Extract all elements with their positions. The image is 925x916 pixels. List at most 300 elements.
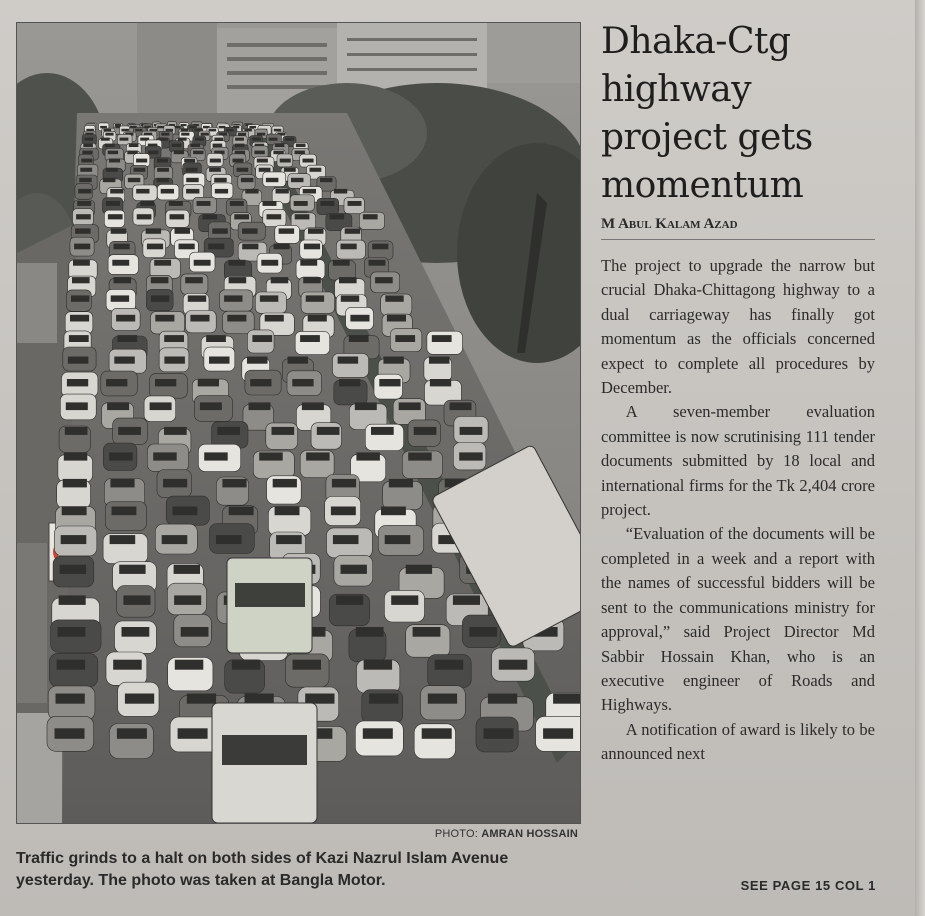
vehicle-window: [109, 452, 133, 460]
vehicle-window: [170, 214, 185, 219]
vehicle-window: [348, 201, 362, 206]
vehicle-window: [178, 728, 208, 739]
vehicle-window: [303, 189, 316, 194]
vehicle-window: [274, 244, 290, 250]
vehicle: [285, 654, 329, 687]
vehicle-window: [308, 228, 324, 233]
vehicle-window: [274, 129, 282, 132]
photo-caption: Traffic grinds to a halt on both sides of Kazi Nazrul Islam Avenue yesterday. The photo was taken at Bangla Motor.: [16, 850, 509, 889]
vehicle-window: [227, 315, 246, 322]
vehicle-window: [122, 627, 150, 637]
vehicle-window: [385, 535, 411, 544]
vehicle-window: [242, 228, 258, 233]
vehicle: [115, 621, 157, 654]
vehicle-window: [172, 507, 197, 516]
vehicle-window: [195, 138, 204, 141]
vehicle-window: [294, 201, 308, 206]
photo-credit: [380, 828, 578, 840]
vehicle-window: [273, 479, 297, 488]
vehicle-window: [369, 260, 386, 266]
vehicle-window: [179, 244, 195, 250]
vehicle-window: [84, 138, 93, 141]
traffic-photo: [16, 22, 581, 824]
vehicle-window: [406, 565, 432, 574]
vehicle-window: [339, 379, 360, 386]
vehicle-window: [295, 214, 310, 219]
vehicle-window: [459, 452, 483, 460]
vehicle-window: [194, 260, 211, 266]
vehicle-window: [204, 452, 228, 460]
vehicle-window: [271, 277, 289, 283]
paragraph: “Evaluation of the documents will be completed in a week and a report with the names of successful bidders will be sent to the communications ministry for approval,” said Project Director Md Sabbir Hossain Khan, who is an executive engineer of Roads and Highways.: [601, 524, 875, 715]
vehicle-window: [350, 315, 369, 322]
vehicle-window: [260, 295, 278, 301]
vehicle-window: [364, 660, 393, 670]
vehicle-window: [110, 189, 123, 194]
vehicle-window: [181, 133, 189, 136]
vehicle-window: [372, 244, 388, 250]
paragraph: The project to upgrade the narrow but crucial Dhaka-Chittagong highway to a dual carriageway has finally got momentum as the officials concerned expect to complete all procedures by December.: [601, 256, 875, 398]
vehicle-window: [174, 595, 201, 605]
vehicle-window: [155, 315, 174, 322]
vehicle-window: [333, 535, 359, 544]
vehicle-window: [164, 357, 185, 364]
vehicle-window: [169, 201, 183, 206]
vehicle-window: [181, 124, 187, 126]
vehicle-window: [75, 228, 91, 233]
vehicle-window: [70, 315, 89, 322]
vehicle-window: [279, 228, 295, 233]
vehicle-window: [259, 452, 283, 460]
vehicle-window: [104, 129, 112, 132]
vehicle-window: [153, 452, 177, 460]
vehicle-window: [334, 189, 347, 194]
vehicle-window: [66, 402, 88, 410]
vehicle-window: [213, 144, 223, 147]
vehicle-window: [229, 277, 247, 283]
vehicle: [384, 590, 424, 622]
vehicle-window: [280, 159, 291, 163]
vehicle-window: [241, 178, 254, 182]
vehicle-window: [147, 244, 163, 250]
vehicle-window: [116, 315, 135, 322]
vehicle-window: [154, 260, 171, 266]
vehicle-window: [162, 535, 188, 544]
vehicle-window: [275, 507, 300, 516]
vehicle-window: [69, 335, 89, 342]
vehicle-window: [435, 660, 464, 670]
vehicle-window: [484, 728, 514, 739]
vehicle: [223, 311, 255, 333]
vehicle-window: [233, 159, 244, 163]
vehicle-window: [163, 479, 187, 488]
vehicle-window: [214, 138, 223, 141]
vehicle-window: [224, 295, 242, 301]
traffic-photo-image: [17, 23, 580, 823]
vehicle-window: [261, 260, 278, 266]
vehicle-window: [119, 565, 145, 574]
headline: Dhaka-Ctg highway project gets momentum: [601, 21, 813, 206]
vehicle-window: [422, 728, 452, 739]
vehicle: [181, 274, 208, 295]
vehicle-window: [58, 627, 86, 637]
vehicle-window: [150, 402, 172, 410]
vehicle-window: [106, 201, 120, 206]
vehicle-window: [383, 357, 404, 364]
vehicle-window: [242, 244, 258, 250]
vehicle-window: [80, 168, 92, 172]
vehicle-window: [215, 189, 228, 194]
vehicle-window: [134, 168, 146, 172]
vehicle-window: [107, 402, 129, 410]
vehicle-window: [247, 357, 268, 364]
vehicle-window: [161, 133, 169, 136]
vehicle-window: [303, 159, 314, 163]
article-body: [601, 254, 875, 767]
vehicle-window: [157, 168, 169, 172]
vehicle-window: [413, 627, 441, 637]
vehicle-window: [341, 295, 359, 301]
vehicle-window: [252, 335, 272, 342]
vehicle: [49, 653, 97, 686]
vehicle-window: [59, 595, 86, 605]
vehicle-window: [257, 159, 268, 163]
vehicle-window: [320, 201, 334, 206]
vehicle-window: [151, 295, 169, 301]
vehicle-window: [266, 178, 279, 182]
vehicle-window: [229, 260, 246, 266]
vehicle-window: [336, 595, 363, 605]
vehicle-window: [306, 295, 324, 301]
vehicle-window: [83, 144, 93, 147]
vehicle-window: [56, 694, 85, 704]
vehicle-window: [190, 315, 209, 322]
vehicle: [311, 423, 341, 450]
article-column: [601, 18, 875, 767]
vehicle-window: [181, 129, 189, 132]
vehicle-window: [234, 214, 249, 219]
vehicle-window: [303, 277, 321, 283]
vehicle-window: [345, 228, 361, 233]
vehicle-window: [275, 144, 285, 147]
vehicle-window: [209, 129, 217, 132]
continued-on-page[interactable]: SEE PAGE 15 COL 1: [740, 878, 876, 893]
vehicle-window: [114, 277, 132, 283]
vehicle-window: [201, 133, 209, 136]
vehicle-window: [82, 151, 92, 155]
vehicle-window: [209, 168, 221, 172]
vehicle-window: [237, 168, 249, 172]
vehicle-window: [267, 214, 282, 219]
vehicle-window: [184, 159, 195, 163]
vehicle-window: [200, 402, 222, 410]
vehicle-window: [57, 660, 86, 670]
page-edge-shadow: [915, 0, 925, 916]
vehicle-window: [123, 595, 150, 605]
vehicle-window: [164, 427, 187, 435]
vehicle-window: [77, 201, 91, 206]
vehicle-window: [339, 277, 357, 283]
vehicle-window: [332, 479, 356, 488]
vehicle-window: [229, 507, 254, 516]
vehicle-window: [222, 479, 246, 488]
vehicle-window: [181, 627, 209, 637]
vehicle-window: [111, 295, 129, 301]
vehicle-window: [469, 627, 497, 637]
vehicle: [275, 225, 300, 243]
vehicle: [374, 374, 403, 399]
vehicle-window: [272, 427, 295, 435]
vehicle-window: [175, 228, 191, 233]
vehicle-window: [105, 133, 113, 136]
vehicle-window: [63, 479, 87, 488]
paragraph: A seven-member evaluation committee is now scrutinising 111 tender documents submitted by 18 local and international firms for the Tk 2,404 crore project.: [601, 402, 875, 520]
vehicle: [428, 655, 472, 688]
vehicle-window: [356, 452, 380, 460]
vehicle-window: [111, 228, 127, 233]
vehicle-window: [103, 178, 116, 182]
vehicle-window: [214, 178, 227, 182]
vehicle: [300, 240, 323, 259]
vehicle-window: [62, 507, 87, 516]
vehicle-window: [188, 295, 206, 301]
vehicle-window: [217, 427, 240, 435]
vehicle-window: [137, 214, 152, 219]
vehicle-window: [140, 201, 154, 206]
vehicle-window: [157, 159, 168, 163]
vehicle-window: [238, 133, 246, 136]
vehicle-window: [187, 694, 216, 704]
vehicle-window: [106, 379, 127, 386]
vehicle-window: [109, 159, 120, 163]
vehicle-window: [341, 565, 367, 574]
vehicle: [105, 502, 146, 531]
vehicle-window: [305, 694, 334, 704]
vehicle-window: [300, 260, 317, 266]
vehicle-window: [136, 189, 149, 194]
vehicle-window: [488, 694, 517, 704]
vehicle-window: [543, 728, 573, 739]
vehicle-window: [369, 694, 398, 704]
vehicle-window: [381, 507, 406, 516]
vehicle-window: [453, 595, 480, 605]
vehicle-window: [206, 335, 226, 342]
vehicle-window: [118, 427, 141, 435]
vehicle-window: [72, 277, 90, 283]
vehicle-window: [355, 402, 377, 410]
vehicle-window: [175, 660, 204, 670]
photo-credit-prefix: PHOTO:: [434, 828, 479, 840]
vehicle-window: [379, 379, 400, 386]
vehicle-window: [269, 138, 278, 141]
vehicle-window: [230, 201, 244, 206]
vehicle-window: [79, 178, 92, 182]
vehicle-window: [395, 335, 415, 342]
vehicle-window: [429, 357, 450, 364]
vehicle-window: [161, 189, 174, 194]
vehicle-window: [304, 244, 320, 250]
vehicle-window: [245, 694, 274, 704]
vehicle-window: [157, 126, 164, 128]
vehicle-window: [291, 178, 304, 182]
vehicle-window: [363, 214, 378, 219]
vehicle-window: [257, 133, 265, 136]
vehicle-window: [193, 151, 203, 155]
vehicle-window: [399, 402, 421, 410]
vehicle-window: [252, 138, 261, 141]
vehicle-window: [356, 627, 384, 637]
vehicle-window: [210, 159, 221, 163]
vehicle: [427, 331, 463, 354]
vehicle-window: [333, 260, 350, 266]
vehicle-window: [164, 335, 184, 342]
vehicle-window: [273, 151, 283, 155]
vehicle-window: [265, 315, 284, 322]
vehicle-window: [65, 427, 88, 435]
vehicle-window: [112, 507, 137, 516]
vehicle-window: [135, 129, 143, 132]
vehicle-window: [338, 357, 359, 364]
vehicle-window: [105, 144, 115, 147]
vehicle-window: [174, 565, 200, 574]
vehicle-window: [371, 427, 394, 435]
vehicle-window: [254, 151, 264, 155]
vehicle-window: [293, 660, 322, 670]
vehicle-window: [284, 168, 296, 172]
vehicle-window: [349, 335, 369, 342]
vehicle-window: [408, 452, 432, 460]
vehicle-window: [155, 379, 176, 386]
vehicle-window: [81, 159, 92, 163]
vehicle-window: [55, 728, 85, 739]
vehicle-window: [117, 335, 137, 342]
vehicle-window: [76, 214, 91, 219]
vehicle-window: [235, 138, 244, 141]
vehicle-window: [115, 124, 121, 126]
vehicle-window: [432, 335, 452, 342]
vehicle-window: [112, 260, 129, 266]
vehicle-window: [172, 144, 182, 147]
vehicle-window: [120, 138, 129, 141]
vehicle-window: [285, 138, 294, 141]
vehicle-window: [113, 660, 142, 670]
vehicle-window: [317, 427, 340, 435]
vehicle-window: [430, 379, 451, 386]
photo-credit-name: AMRAN HOSSAIN: [481, 828, 578, 840]
vehicle: [255, 292, 286, 313]
vehicle: [186, 311, 217, 333]
vehicle-window: [292, 379, 313, 386]
vehicle-window: [186, 178, 199, 182]
vehicle-window: [108, 151, 118, 155]
vehicle-window: [185, 277, 203, 283]
vehicle: [336, 240, 365, 259]
vehicle-window: [212, 228, 228, 233]
vehicle-window: [174, 151, 184, 155]
vehicle-window: [121, 129, 128, 132]
vehicle-window: [129, 144, 139, 147]
vehicle-window: [60, 565, 86, 574]
vehicle-window: [276, 189, 289, 194]
vehicle-window: [341, 244, 357, 250]
vehicle-window: [136, 159, 147, 163]
vehicle-window: [331, 507, 356, 516]
vehicle-window: [68, 357, 89, 364]
vehicle-window: [300, 335, 320, 342]
vehicle: [317, 198, 339, 214]
vehicle-window: [263, 201, 277, 206]
vehicle-window: [288, 357, 309, 364]
vehicle-window: [114, 357, 135, 364]
vehicle-window: [216, 535, 242, 544]
vehicle-window: [117, 728, 147, 739]
vehicle-window: [391, 595, 418, 605]
vehicle-window: [101, 138, 110, 141]
vehicle-window: [306, 452, 330, 460]
vehicle-window: [146, 228, 162, 233]
vehicle-window: [250, 379, 271, 386]
vehicle-window: [330, 214, 345, 219]
vehicle-window: [308, 315, 327, 322]
vehicle-window: [108, 214, 123, 219]
vehicle-window: [226, 129, 234, 132]
vehicle-window: [414, 427, 437, 435]
vehicle-window: [389, 479, 413, 488]
vehicle-window: [208, 244, 224, 250]
vehicle-window: [64, 452, 88, 460]
vehicle-window: [385, 295, 403, 301]
vehicle-window: [61, 535, 87, 544]
vehicle-window: [363, 728, 393, 739]
vehicle-window: [74, 244, 90, 250]
byline: M Abul Kalam Azad: [601, 216, 875, 240]
vehicle-window: [67, 379, 88, 386]
vehicle-window: [148, 151, 158, 155]
vehicle-window: [78, 189, 91, 194]
vehicle-window: [151, 277, 169, 283]
vehicle-window: [190, 144, 200, 147]
vehicle-window: [73, 260, 90, 266]
vehicle: [301, 292, 335, 313]
vehicle-window: [178, 138, 187, 141]
vehicle-window: [249, 402, 271, 410]
vehicle-window: [197, 201, 211, 206]
vehicle-window: [387, 315, 406, 322]
vehicle-window: [295, 151, 305, 155]
vehicle-window: [110, 535, 136, 544]
vehicle-window: [450, 402, 472, 410]
vehicle: [295, 331, 330, 354]
vehicle-window: [276, 535, 302, 544]
vehicle-window: [110, 479, 134, 488]
vehicle-window: [125, 694, 154, 704]
vehicle-window: [375, 277, 393, 283]
vehicle: [266, 423, 298, 450]
vehicle-window: [71, 295, 89, 301]
vehicle-window: [106, 168, 118, 172]
vehicle-window: [249, 126, 256, 128]
vehicle-window: [259, 168, 271, 172]
vehicle-window: [232, 660, 260, 670]
vehicle-window: [245, 189, 258, 194]
vehicle-window: [202, 214, 217, 219]
vehicle-window: [186, 189, 199, 194]
vehicle-window: [198, 379, 219, 386]
vehicle-window: [186, 168, 198, 172]
paragraph: A notification of award is likely to be announced next: [601, 719, 875, 764]
vehicle-window: [114, 244, 130, 250]
vehicle-window: [209, 357, 230, 364]
